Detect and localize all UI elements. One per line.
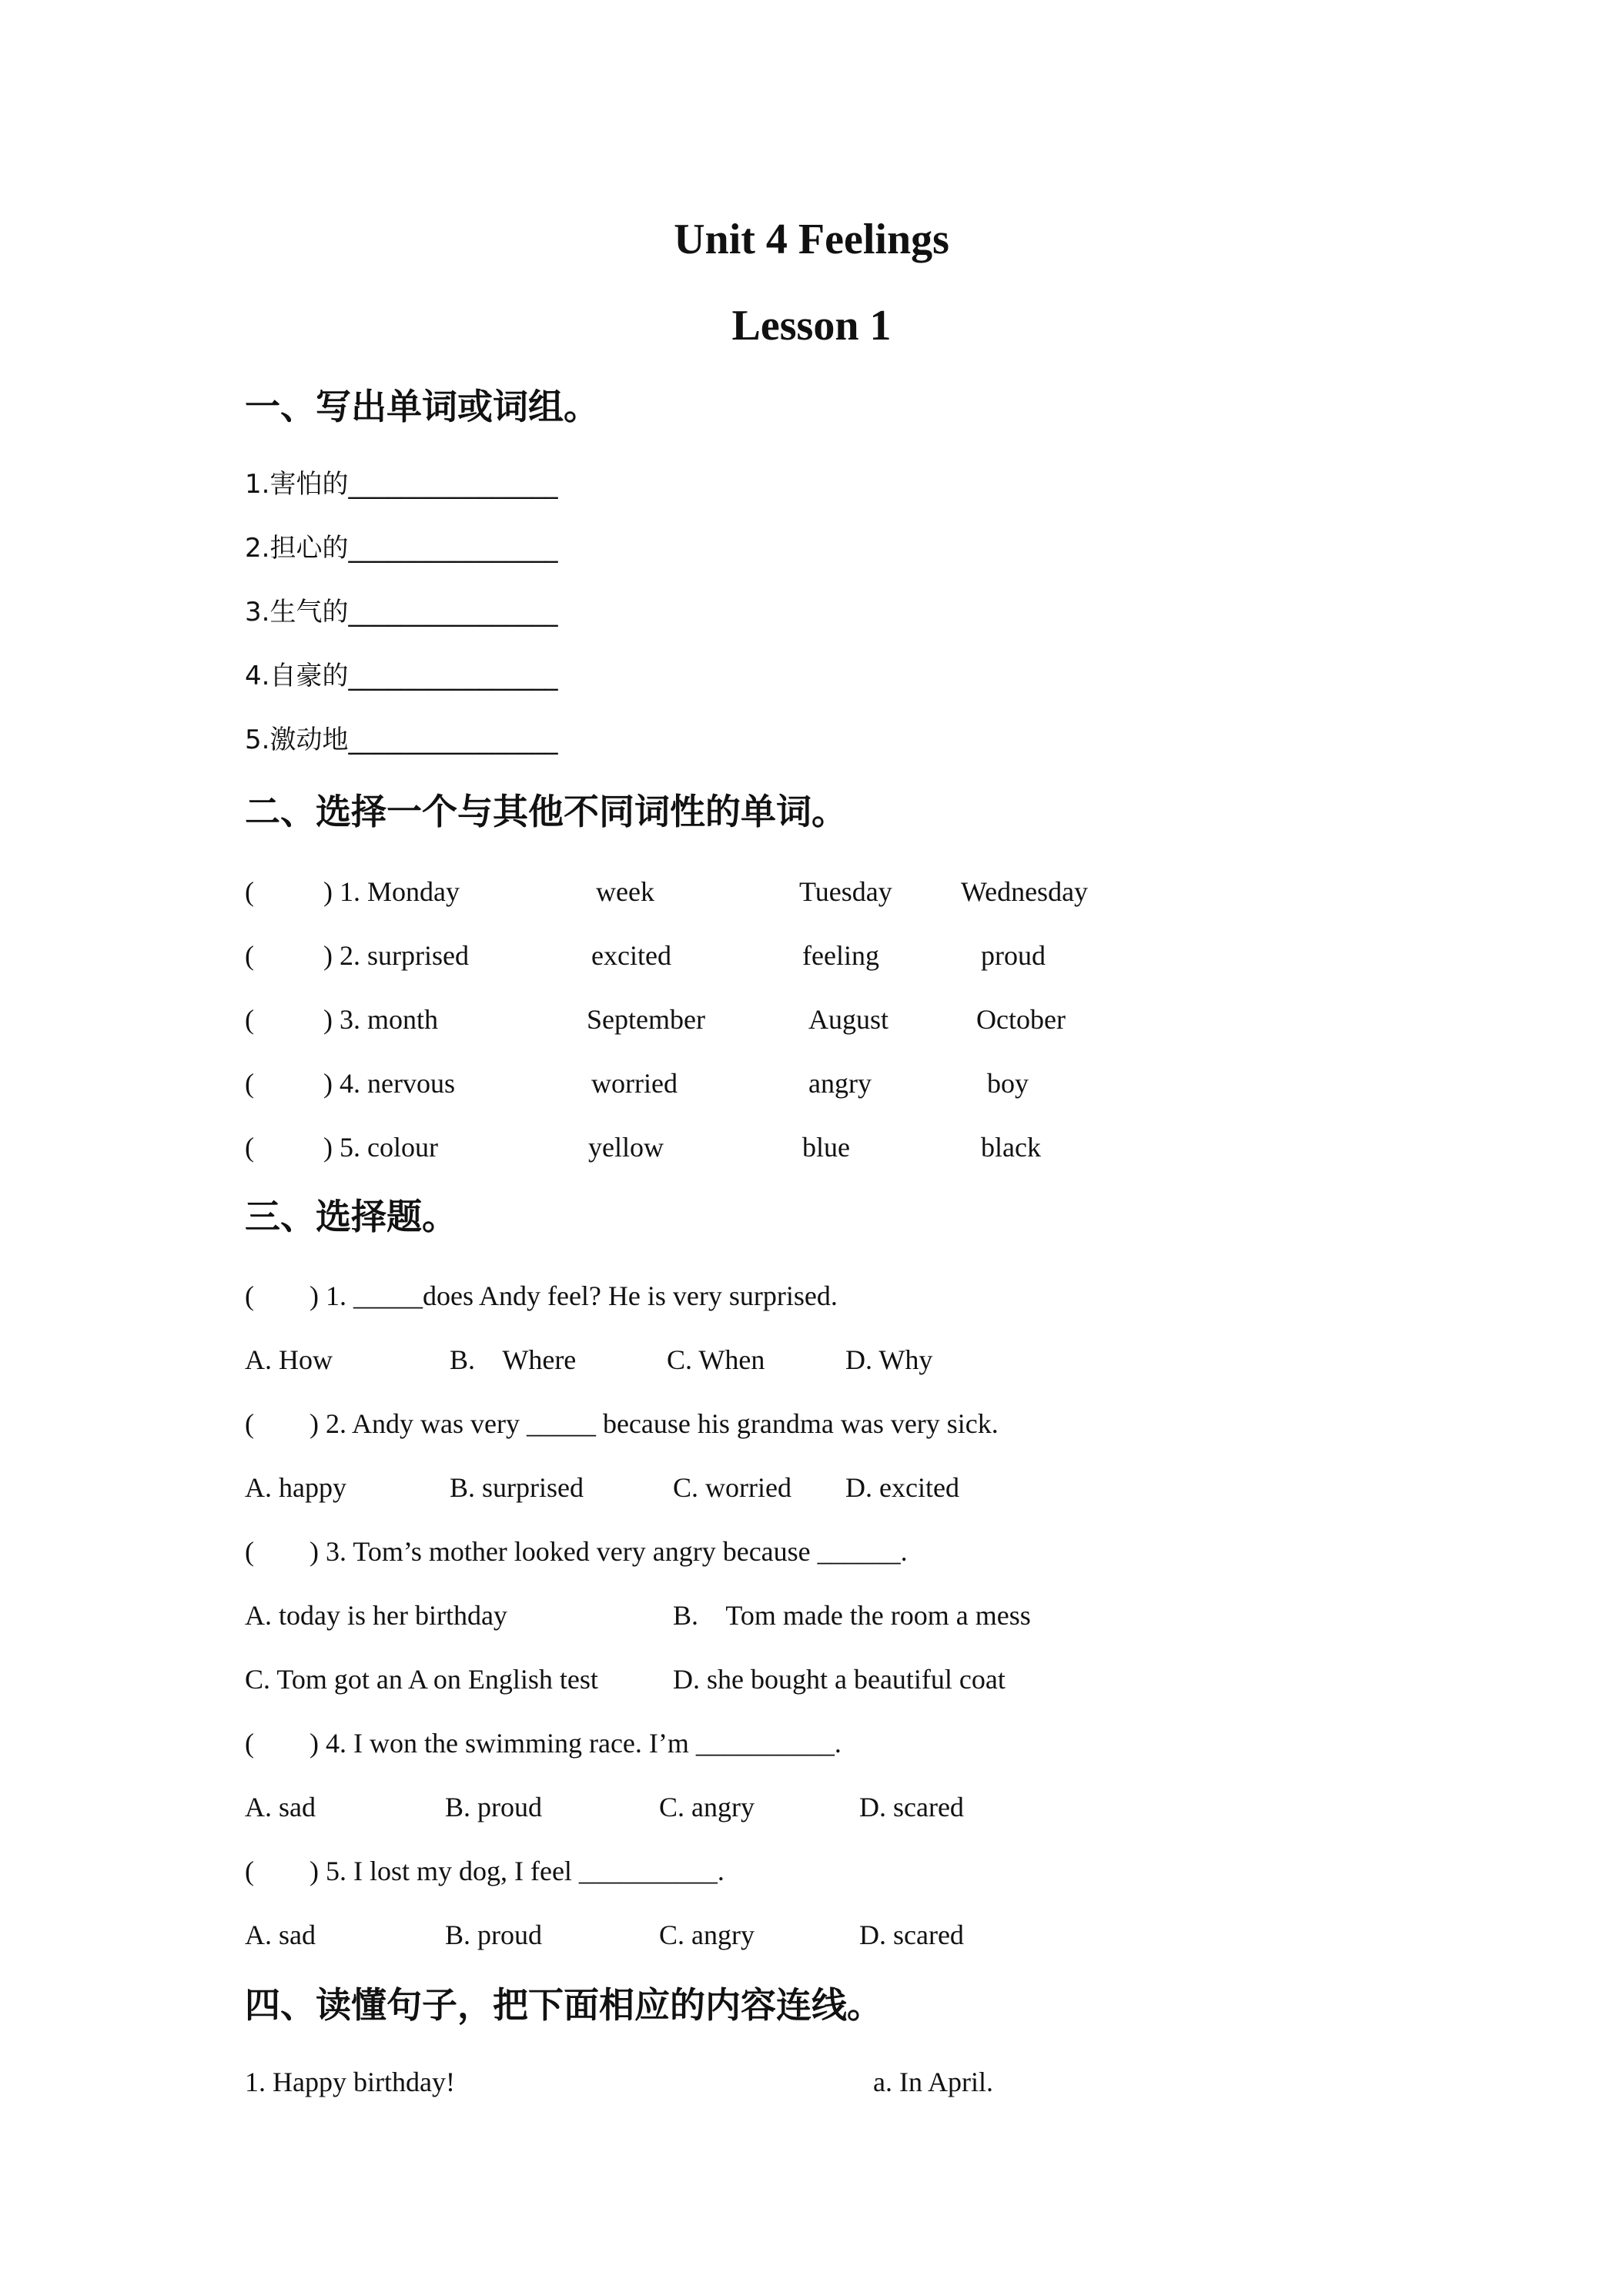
- answer-paren: (: [245, 1068, 254, 1099]
- section-4-heading: 四、读懂句子，把下面相应的内容连线。: [245, 1984, 882, 2026]
- section-3-heading: 三、选择题。: [245, 1196, 457, 1237]
- word-item-4: 4.自豪的________________: [245, 661, 558, 691]
- question-text: ) 3. Tom’s mother looked very angry because ______.: [310, 1536, 908, 1567]
- option-b: excited: [591, 940, 671, 971]
- option-b: week: [596, 876, 654, 907]
- answer-paren: (: [245, 876, 254, 907]
- option-d: D. she bought a beautiful coat: [673, 1664, 1006, 1695]
- option-c: blue: [802, 1132, 850, 1163]
- option-b: B. surprised: [450, 1472, 584, 1503]
- option-a: ) 4. nervous: [323, 1068, 455, 1099]
- option-d: boy: [987, 1068, 1029, 1099]
- question-text: ) 4. I won the swimming race. I’m __________.: [310, 1728, 842, 1759]
- option-a: A. happy: [245, 1472, 346, 1503]
- question-text: ) 2. Andy was very _____ because his grandma was very sick.: [310, 1408, 999, 1439]
- match-right-item-a: a. In April.: [873, 2067, 993, 2097]
- option-b: September: [587, 1004, 705, 1035]
- answer-paren: (: [245, 940, 254, 971]
- option-c: C. angry: [659, 1919, 755, 1950]
- option-c: C. worried: [673, 1472, 791, 1503]
- option-c: C. Tom got an A on English test: [245, 1664, 598, 1695]
- option-a: ) 2. surprised: [323, 940, 469, 971]
- option-a: A. How: [245, 1344, 333, 1375]
- option-c: feeling: [802, 940, 879, 971]
- option-d: proud: [981, 940, 1046, 971]
- option-d: D. excited: [845, 1472, 959, 1503]
- option-a: A. sad: [245, 1792, 316, 1822]
- option-a: A. today is her birthday: [245, 1600, 507, 1631]
- option-c: C. When: [667, 1344, 765, 1375]
- section-2-heading: 二、选择一个与其他不同词性的单词。: [245, 791, 847, 832]
- option-c: August: [808, 1004, 889, 1035]
- answer-paren: (: [245, 1856, 254, 1886]
- option-d: D. Why: [845, 1344, 933, 1375]
- option-d: Wednesday: [961, 876, 1089, 907]
- option-b: yellow: [588, 1132, 664, 1163]
- question-text: ) 5. I lost my dog, I feel __________.: [310, 1856, 724, 1886]
- question-text: ) 1. _____does Andy feel? He is very surprised.: [310, 1280, 838, 1311]
- answer-paren: (: [245, 1004, 254, 1035]
- word-item-1: 1.害怕的________________: [245, 469, 558, 500]
- option-d: October: [976, 1004, 1066, 1035]
- option-a: ) 1. Monday: [323, 876, 460, 907]
- option-a: A. sad: [245, 1919, 316, 1950]
- answer-paren: (: [245, 1132, 254, 1163]
- option-a: ) 5. colour: [323, 1132, 438, 1163]
- option-d: black: [981, 1132, 1041, 1163]
- word-item-2: 2.担心的________________: [245, 533, 558, 564]
- option-c: C. angry: [659, 1792, 755, 1822]
- lesson-subtitle: Lesson 1: [731, 302, 892, 350]
- match-left-item-1: 1. Happy birthday!: [245, 2067, 455, 2097]
- word-item-5: 5.激动地________________: [245, 725, 558, 755]
- option-c: angry: [808, 1068, 872, 1099]
- section-1-heading: 一、写出单词或词组。: [245, 386, 599, 427]
- option-d: D. scared: [859, 1792, 964, 1822]
- answer-paren: (: [245, 1408, 254, 1439]
- option-c: Tuesday: [799, 876, 892, 907]
- option-a: ) 3. month: [323, 1004, 438, 1035]
- word-item-3: 3.生气的________________: [245, 597, 558, 628]
- option-b: worried: [591, 1068, 678, 1099]
- answer-paren: (: [245, 1280, 254, 1311]
- answer-paren: (: [245, 1728, 254, 1759]
- answer-paren: (: [245, 1536, 254, 1567]
- option-b: B. proud: [445, 1792, 542, 1822]
- option-b: B. Where: [450, 1344, 577, 1375]
- option-d: D. scared: [859, 1919, 964, 1950]
- option-b: B. proud: [445, 1919, 542, 1950]
- page-title: Unit 4 Feelings: [674, 216, 949, 263]
- option-b: B. Tom made the room a mess: [673, 1600, 1031, 1631]
